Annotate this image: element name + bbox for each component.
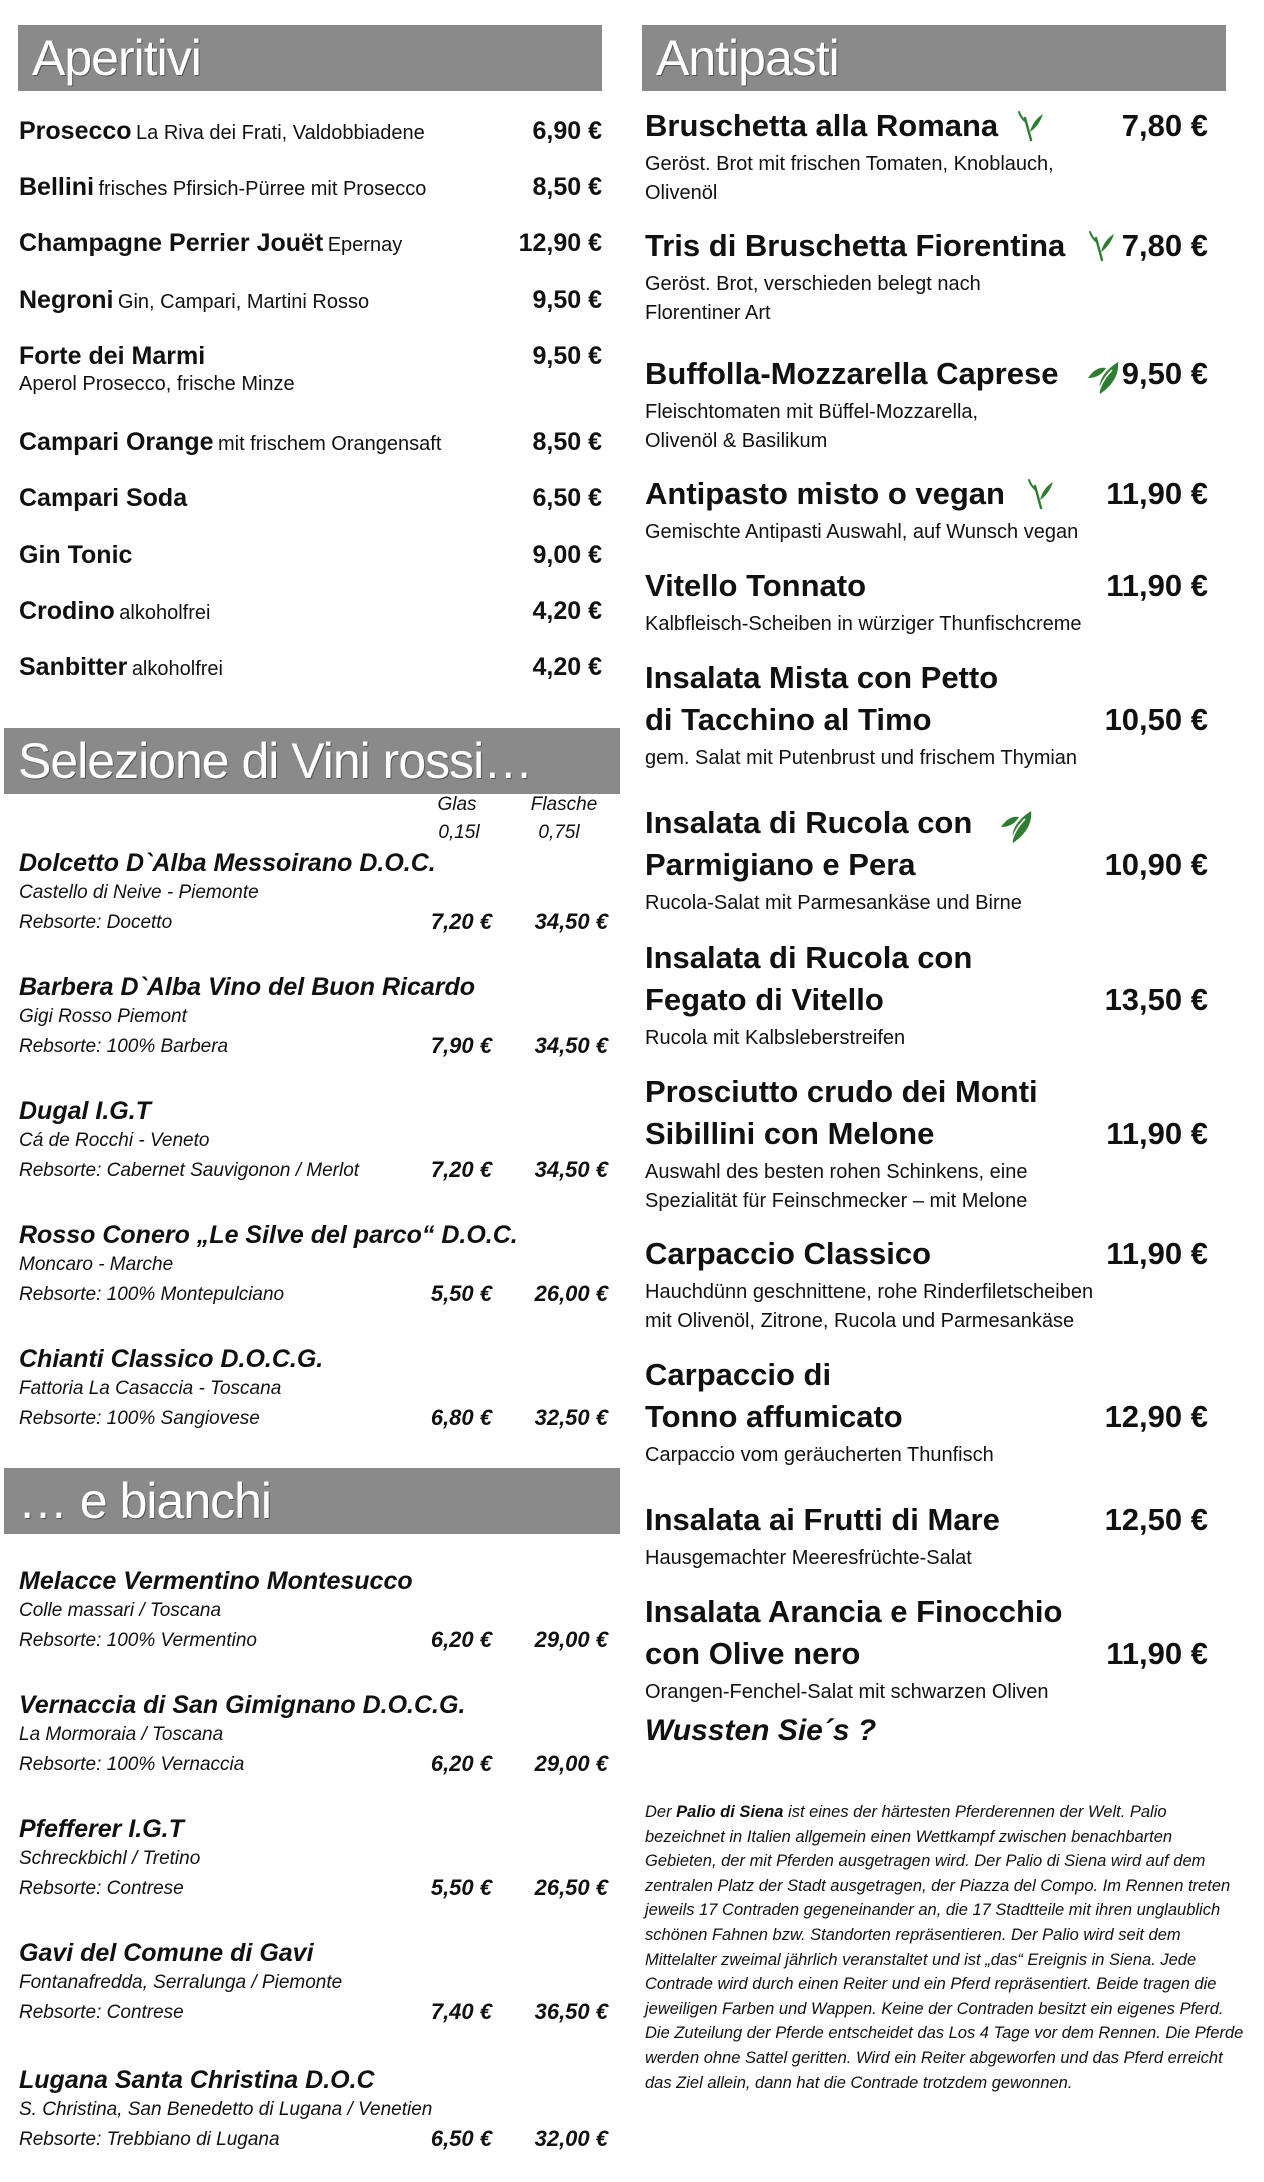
wine-price-flasche: 32,50 € xyxy=(534,1405,608,1430)
antipasto-name-line2: Tonno affumicato xyxy=(645,1399,903,1434)
antipasto-desc-line1: Hauchdünn geschnittene, rohe Rinderfiletscheiben xyxy=(645,1281,1094,1303)
sprout-icon xyxy=(1027,478,1055,517)
antipasto-desc-line1: Rucola mit Kalbsleberstreifen xyxy=(645,1027,906,1049)
antipasto-price: 11,90 € xyxy=(1106,1116,1208,1151)
wine-price-glas: 7,20 € xyxy=(430,909,492,934)
col-glas-size: 0,15l xyxy=(438,822,480,843)
aperitivo-item xyxy=(19,484,187,513)
wine-grape: Rebsorte: 100% Vernaccia xyxy=(19,1754,245,1775)
bianchi-header: … e bianchi xyxy=(4,1468,620,1534)
leaf-icon xyxy=(995,807,1035,852)
antipasto-desc-line1: Auswahl des besten rohen Schinkens, eine xyxy=(645,1161,1028,1183)
antipasto-price: 7,80 € xyxy=(1121,228,1208,263)
antipasto-desc-line2: mit Olivenöl, Zitrone, Rucola und Parmesankäse xyxy=(645,1310,1075,1332)
antipasto-name-line2: di Tacchino al Timo xyxy=(645,702,932,737)
aperitivo-name: Champagne Perrier Jouët xyxy=(19,229,324,257)
antipasto-desc-line1: Fleischtomaten mit Büffel-Mozzarella, xyxy=(645,401,979,423)
aperitivo-item xyxy=(19,541,132,570)
wine-origin: La Mormoraia / Toscana xyxy=(19,1724,224,1745)
antipasti-header: Antipasti xyxy=(642,25,1226,91)
aperitivo-name: Bellini xyxy=(19,173,95,201)
antipasto-name-line1: Antipasto misto o vegan xyxy=(645,476,1005,511)
antipasto-desc-line2: Olivenöl & Basilikum xyxy=(645,430,828,452)
aperitivo-price: 4,20 € xyxy=(532,653,602,681)
antipasto-name-line1: Insalata di Rucola con xyxy=(645,940,973,975)
leaf-icon xyxy=(1082,358,1122,403)
sprout-icon xyxy=(1088,230,1116,269)
aperitivo-subtitle: Epernay xyxy=(327,234,403,256)
aperitivo-subtitle: La Riva dei Frati, Valdobbiadene xyxy=(136,122,425,144)
aperitivo-subtitle: alkoholfrei xyxy=(119,602,211,624)
aperitivo-item xyxy=(19,286,369,315)
vini-rossi-header: Selezione di Vini rossi… xyxy=(4,728,620,794)
wine-grape: Rebsorte: Cabernet Sauvigonon / Merlot xyxy=(19,1160,360,1181)
wine-grape: Rebsorte: Docetto xyxy=(19,912,173,933)
wine-origin: Colle massari / Toscana xyxy=(19,1600,222,1621)
wine-price-flasche: 34,50 € xyxy=(534,1157,608,1182)
antipasto-desc-line2: Spezialität für Feinschmecker – mit Melone xyxy=(645,1190,1028,1212)
antipasto-desc-line1: Kalbfleisch-Scheiben in würziger Thunfischcreme xyxy=(645,613,1082,635)
aperitivo-price: 4,20 € xyxy=(532,597,602,625)
antipasto-price: 12,50 € xyxy=(1104,1502,1208,1537)
wine-grape: Rebsorte: 100% Vermentino xyxy=(19,1630,257,1651)
aperitivo-item xyxy=(19,428,441,457)
aperitivo-item xyxy=(19,173,426,202)
col-flasche-label: Flasche xyxy=(530,794,598,815)
aperitivo-item xyxy=(19,653,223,682)
antipasto-price: 7,80 € xyxy=(1121,108,1208,143)
wine-origin: S. Christina, San Benedetto di Lugana / Venetien xyxy=(19,2099,433,2120)
wine-grape: Rebsorte: 100% Barbera xyxy=(19,1036,229,1057)
sprout-icon xyxy=(1017,110,1045,149)
aperitivo-price: 9,50 € xyxy=(532,286,602,314)
antipasto-name-line1: Insalata Mista con Petto xyxy=(645,660,999,695)
antipasto-name-line2: Sibillini con Melone xyxy=(645,1116,935,1151)
wine-name: Rosso Conero „Le Silve del parco“ D.O.C. xyxy=(19,1221,518,1249)
wine-grape: Rebsorte: Trebbiano di Lugana xyxy=(19,2129,280,2150)
antipasto-desc-line1: Gemischte Antipasti Auswahl, auf Wunsch vegan xyxy=(645,521,1079,543)
aperitivo-name: Forte dei Marmi xyxy=(19,342,206,370)
wine-grape: Rebsorte: Contrese xyxy=(19,2002,184,2023)
palio-text: ist eines der härtesten Pferderennen der Welt. Palio bezeichnet in Italien allgemein einen Wettkampf zwischen benachbarten Gebieten, der mit Pferden ausgetragen wird. Der Palio di Siena wird auf dem zentralen Platz der Stadt ausgetragen, der Piazza del Compo. Im Rennen treten jeweils 17 Contraden gegeneinander an, die 17 Stadtteile mit ihren unglaublich schönen Fahnen bzw. Standorten repräsentieren. Der Palio wird seit dem Mittelalter zweimal jährlich veranstaltet und ist „das“ Ereignis in Siena. Jede Contrade wird durch einen Reiter und ein Pferd repräsentiert. Beide tragen die jeweiligen Farben und Wappen. Keine der Contraden besitzt ein eigenes Pferd. Die Zuteilung der Pferde entscheidet das Los 4 Tage vor dem Rennen. Die Pferde werden ohne Sattel geritten. Wird ein Reiter abgeworfen und das Pferd erreicht das Ziel allein, dann hat die Contrade trotzdem gewonnen. xyxy=(645,1803,1244,2092)
wine-name: Pfefferer I.G.T xyxy=(19,1815,184,1843)
wine-price-glas: 5,50 € xyxy=(430,1281,492,1306)
wine-price-glas: 6,80 € xyxy=(430,1405,492,1430)
antipasto-desc-line1: gem. Salat mit Putenbrust und frischem Thymian xyxy=(645,747,1078,769)
wine-name: Barbera D`Alba Vino del Buon Ricardo xyxy=(19,973,476,1001)
antipasto-price: 12,90 € xyxy=(1104,1399,1208,1434)
aperitivo-name: Campari Orange xyxy=(19,428,214,456)
wine-name: Gavi del Comune di Gavi xyxy=(19,1939,314,1967)
antipasto-desc-line2: Florentiner Art xyxy=(645,302,771,324)
antipasto-name-line1: Carpaccio Classico xyxy=(645,1236,932,1271)
palio-paragraph xyxy=(645,1800,1245,2095)
aperitivo-price: 9,00 € xyxy=(532,541,602,569)
aperitivo-name: Campari Soda xyxy=(19,484,188,512)
antipasto-price: 11,90 € xyxy=(1106,1236,1208,1271)
aperitivo-price: 9,50 € xyxy=(532,342,602,370)
wine-grape: Rebsorte: 100% Montepulciano xyxy=(19,1284,285,1305)
aperitivi-header: Aperitivi xyxy=(18,25,602,91)
aperitivo-name: Negroni xyxy=(19,286,114,314)
antipasto-name-line2: Parmigiano e Pera xyxy=(645,847,916,882)
aperitivo-price: 12,90 € xyxy=(518,229,602,257)
aperitivo-item xyxy=(19,117,425,146)
antipasto-desc-line2: Olivenöl xyxy=(645,182,718,204)
antipasto-name-line1: Carpaccio di xyxy=(645,1357,832,1392)
wine-price-flasche: 32,00 € xyxy=(534,2126,608,2151)
antipasto-name-line2: Fegato di Vitello xyxy=(645,982,884,1017)
wine-price-glas: 6,50 € xyxy=(430,2126,492,2151)
wine-price-glas: 6,20 € xyxy=(430,1627,492,1652)
wine-name: Dugal I.G.T xyxy=(19,1097,151,1125)
wine-price-glas: 6,20 € xyxy=(430,1751,492,1776)
wine-price-flasche: 26,50 € xyxy=(534,1875,608,1900)
aperitivo-item xyxy=(19,229,402,258)
antipasto-price: 10,90 € xyxy=(1104,847,1208,882)
aperitivo-name: Prosecco xyxy=(19,117,132,145)
aperitivo-desc: Aperol Prosecco, frische Minze xyxy=(19,373,295,395)
aperitivo-name: Crodino xyxy=(19,597,115,625)
aperitivo-subtitle: Gin, Campari, Martini Rosso xyxy=(117,291,370,313)
palio-intro: Der xyxy=(645,1803,677,1821)
antipasto-desc-line1: Geröst. Brot mit frischen Tomaten, Knoblauch, xyxy=(645,153,1054,175)
wine-origin: Fattoria La Casaccia - Toscana xyxy=(19,1378,282,1399)
aperitivo-name: Sanbitter xyxy=(19,653,128,681)
aperitivo-price: 8,50 € xyxy=(532,428,602,456)
wine-price-flasche: 29,00 € xyxy=(534,1751,608,1776)
wine-name: Lugana Santa Christina D.O.C xyxy=(19,2066,375,2094)
wine-grape: Rebsorte: 100% Sangiovese xyxy=(19,1408,260,1429)
wine-name: Vernaccia di San Gimignano D.O.C.G. xyxy=(19,1691,466,1719)
aperitivo-price: 6,90 € xyxy=(532,117,602,145)
wine-price-flasche: 36,50 € xyxy=(534,1999,608,2024)
aperitivo-price: 8,50 € xyxy=(532,173,602,201)
wine-origin: Moncaro - Marche xyxy=(19,1254,174,1275)
wine-origin: Schreckbichl / Tretino xyxy=(19,1848,201,1869)
aperitivo-subtitle: mit frischem Orangensaft xyxy=(217,433,442,455)
aperitivo-price: 6,50 € xyxy=(532,484,602,512)
wine-price-flasche: 26,00 € xyxy=(534,1281,608,1306)
col-glas-label: Glas xyxy=(437,794,477,815)
wine-price-flasche: 29,00 € xyxy=(534,1627,608,1652)
antipasto-name-line1: Bruschetta alla Romana xyxy=(645,108,999,143)
palio-bold: Palio di Siena xyxy=(676,1803,784,1821)
wine-price-glas: 7,20 € xyxy=(430,1157,492,1182)
wine-price-glas: 5,50 € xyxy=(430,1875,492,1900)
antipasto-price: 10,50 € xyxy=(1104,702,1208,737)
aperitivo-subtitle: frisches Pfirsich-Pürree mit Prosecco xyxy=(98,178,427,200)
wine-grape: Rebsorte: Contrese xyxy=(19,1878,184,1899)
antipasto-name-line1: Tris di Bruschetta Fiorentina xyxy=(645,228,1066,263)
antipasto-name-line1: Prosciutto crudo dei Monti xyxy=(645,1074,1038,1109)
antipasto-price: 11,90 € xyxy=(1106,476,1208,511)
wine-origin: Gigi Rosso Piemont xyxy=(19,1006,187,1027)
aperitivo-subtitle: alkoholfrei xyxy=(131,658,223,680)
wine-origin: Fontanafredda, Serralunga / Piemonte xyxy=(19,1972,343,1993)
antipasto-desc-line1: Rucola-Salat mit Parmesankäse und Birne xyxy=(645,892,1022,914)
wine-name: Melacce Vermentino Montesucco xyxy=(19,1567,413,1595)
antipasto-name-line1: Insalata Arancia e Finocchio xyxy=(645,1594,1063,1629)
antipasto-name-line2: con Olive nero xyxy=(645,1636,861,1671)
antipasto-price: 9,50 € xyxy=(1121,356,1208,391)
antipasto-price: 11,90 € xyxy=(1106,568,1208,603)
antipasto-name-line1: Buffolla-Mozzarella Caprese xyxy=(645,356,1059,391)
antipasto-price: 13,50 € xyxy=(1104,982,1208,1017)
wine-price-glas: 7,40 € xyxy=(430,1999,492,2024)
wussten-title: Wussten Sie´s ? xyxy=(645,1714,877,1747)
antipasto-name-line1: Vitello Tonnato xyxy=(645,568,867,603)
wine-origin: Castello di Neive - Piemonte xyxy=(19,882,259,903)
wine-name: Chianti Classico D.O.C.G. xyxy=(19,1345,324,1373)
antipasto-name-line1: Insalata di Rucola con xyxy=(645,805,973,840)
aperitivo-item xyxy=(19,597,210,626)
antipasto-desc-line1: Carpaccio vom geräucherten Thunfisch xyxy=(645,1444,994,1466)
antipasto-desc-line1: Geröst. Brot, verschieden belegt nach xyxy=(645,273,981,295)
aperitivo-name: Gin Tonic xyxy=(19,541,133,569)
wine-origin: Cá de Rocchi - Veneto xyxy=(19,1130,210,1151)
antipasto-name-line1: Insalata ai Frutti di Mare xyxy=(645,1502,1000,1537)
wine-name: Dolcetto D`Alba Messoirano D.O.C. xyxy=(19,849,436,877)
antipasto-desc-line1: Orangen-Fenchel-Salat mit schwarzen Oliven xyxy=(645,1681,1049,1703)
wine-price-glas: 7,90 € xyxy=(430,1033,492,1058)
wine-price-flasche: 34,50 € xyxy=(534,1033,608,1058)
aperitivo-item xyxy=(19,342,205,371)
wine-price-flasche: 34,50 € xyxy=(534,909,608,934)
col-flasche-size: 0,75l xyxy=(538,822,580,843)
antipasto-price: 11,90 € xyxy=(1106,1636,1208,1671)
antipasto-desc-line1: Hausgemachter Meeresfrüchte-Salat xyxy=(645,1547,972,1569)
